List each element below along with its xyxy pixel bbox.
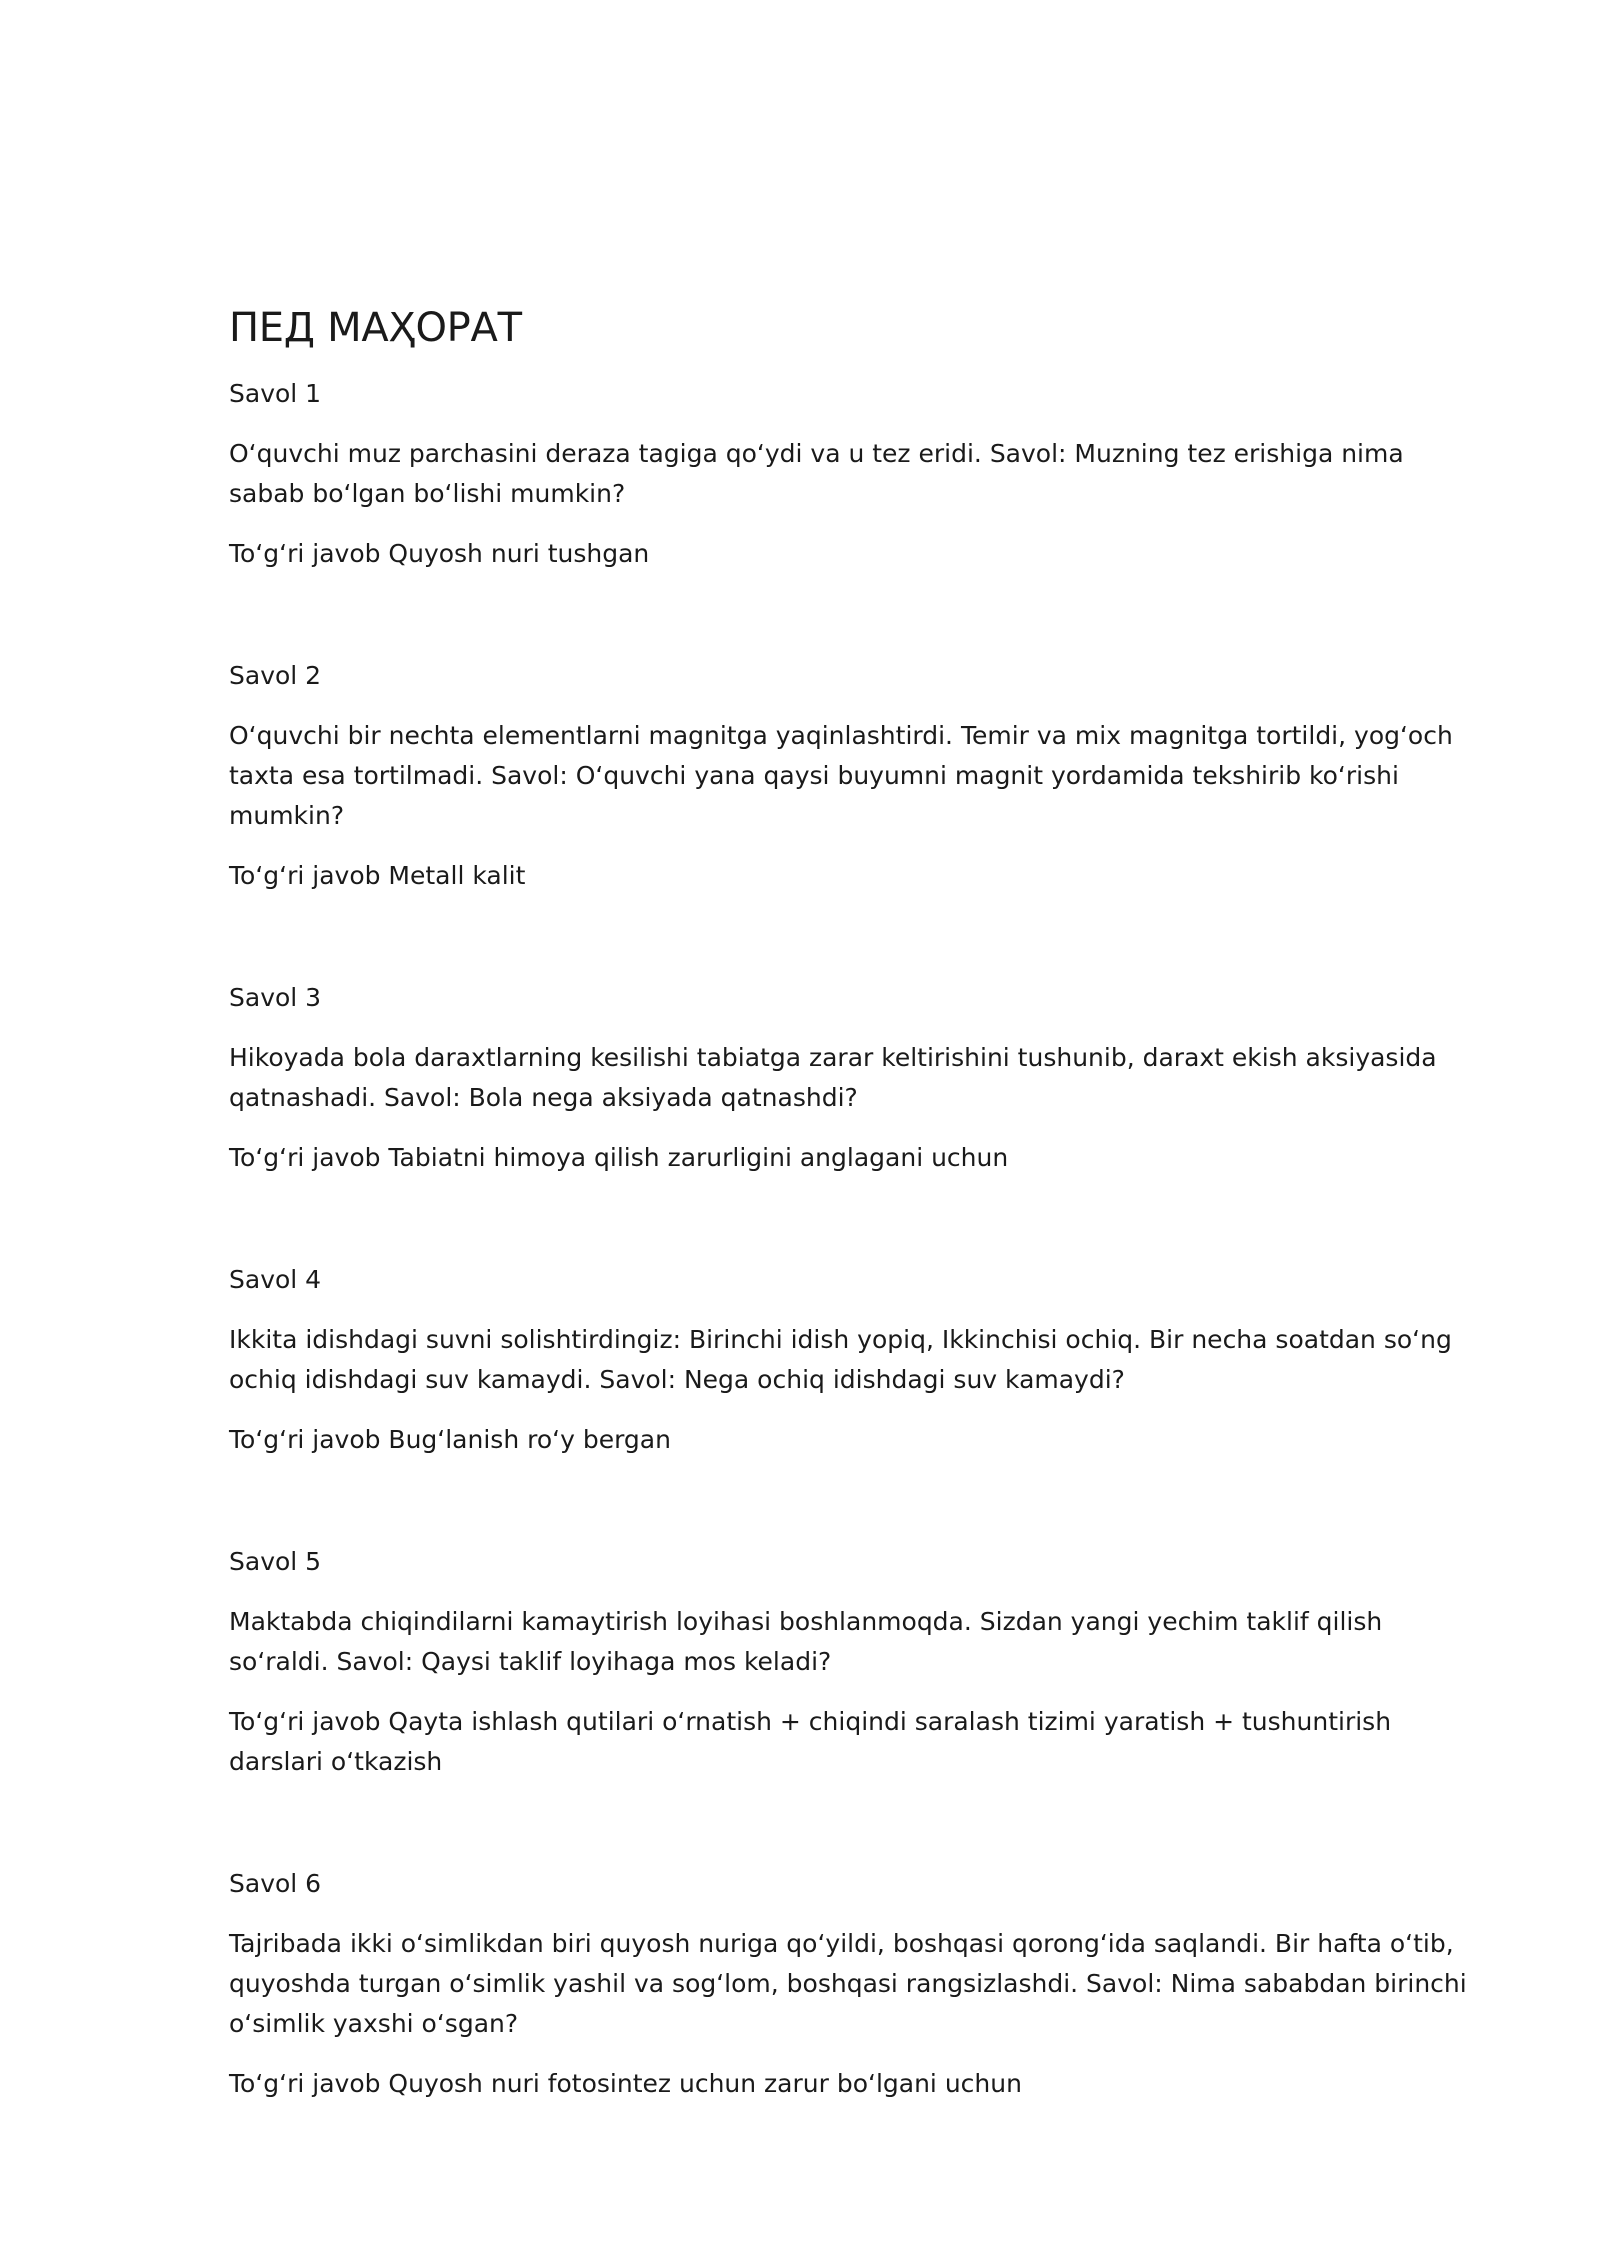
question-text: Hikoyada bola daraxtlarning kesilishi tabiatga zarar keltirishini tushunib, daraxt ekish aksiyasida qatnashadi. Savol: Bola nega aksiyada qatnashdi? [229, 1043, 1437, 1112]
question-answer: To‘g‘ri javob Qayta ishlash qutilari o‘rnatish + chiqindi saralash tizimi yaratish + tushuntirish darslari o‘tkazish [229, 1707, 1392, 1776]
question-text: Ikkita idishdagi suvni solishtirdingiz: Birinchi idish yopiq, Ikkinchisi ochiq. Bir necha soatdan so‘ng ochiq idishdagi suv kamaydi. Savol: Nega ochiq idishdagi suv kamaydi? [229, 1325, 1452, 1394]
question-block-4 [229, 1260, 1479, 1460]
question-label: Savol 3 [229, 983, 322, 1012]
question-label: Savol 6 [229, 1869, 322, 1898]
question-answer: To‘g‘ri javob Tabiatni himoya qilish zarurligini anglagani uchun [229, 1143, 1009, 1172]
question-block-6 [229, 1864, 1479, 2104]
question-block-5 [229, 1542, 1479, 1782]
question-label: Savol 2 [229, 661, 322, 690]
question-answer: To‘g‘ri javob Metall kalit [229, 861, 526, 890]
question-block-3 [229, 978, 1479, 1178]
question-answer: To‘g‘ri javob Quyosh nuri fotosintez uchun zarur bo‘lgani uchun [229, 2069, 1022, 2098]
question-answer: To‘g‘ri javob Bug‘lanish ro‘y bergan [229, 1425, 671, 1454]
question-spacer [229, 1178, 1479, 1260]
question-text: Tajribada ikki o‘simlikdan biri quyosh nuriga qo‘yildi, boshqasi qorong‘ida saqlandi. Bir hafta o‘tib, quyoshda turgan o‘simlik yashil va sog‘lom, boshqasi rangsizlashdi. Savol: Nima sababdan birinchi o‘simlik yaxshi o‘sgan? [229, 1929, 1467, 2038]
question-answer: To‘g‘ri javob Quyosh nuri tushgan [229, 539, 650, 568]
document-page [229, 300, 1479, 2104]
question-text: Maktabda chiqindilarni kamaytirish loyihasi boshlanmoqda. Sizdan yangi yechim taklif qilish so‘raldi. Savol: Qaysi taklif loyihaga mos keladi? [229, 1607, 1383, 1676]
question-label: Savol 4 [229, 1265, 322, 1294]
question-spacer [229, 574, 1479, 656]
question-label: Savol 1 [229, 379, 322, 408]
question-spacer [229, 1782, 1479, 1864]
question-text: O‘quvchi bir nechta elementlarni magnitga yaqinlashtirdi. Temir va mix magnitga tortildi, yog‘och taxta esa tortilmadi. Savol: O‘quvchi yana qaysi buyumni magnit yordamida tekshirib ko‘rishi mumkin? [229, 721, 1453, 830]
question-block-2 [229, 656, 1479, 896]
question-block-1 [229, 374, 1479, 574]
question-spacer [229, 1460, 1479, 1542]
question-text: O‘quvchi muz parchasini deraza tagiga qo‘ydi va u tez eridi. Savol: Muzning tez erishiga nima sabab bo‘lgan bo‘lishi mumkin? [229, 439, 1404, 508]
question-label: Savol 5 [229, 1547, 322, 1576]
question-spacer [229, 896, 1479, 978]
document-title: ПЕД МАҲОРАТ [229, 305, 522, 351]
